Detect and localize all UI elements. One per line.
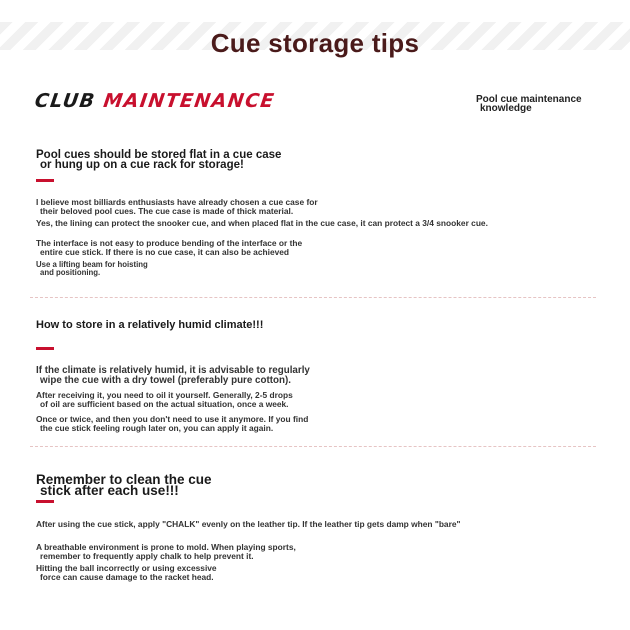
- section-paragraph: [36, 520, 606, 529]
- section-accent-bar: [36, 500, 54, 503]
- paragraph-line: After receiving it, you need to oil it yourself. Generally, 2-5 drops: [36, 390, 293, 400]
- section-title: [36, 320, 606, 331]
- paragraph-line: If the climate is relatively humid, it is advisable to regularly: [36, 365, 310, 376]
- section-paragraph: [36, 198, 606, 216]
- paragraph-line: wipe the cue with a dry towel (preferably pure cotton).: [40, 375, 291, 386]
- section-title-line: How to store in a relatively humid climate!!!: [36, 319, 264, 331]
- section-divider: [30, 297, 596, 298]
- section-humid-climate: [36, 320, 606, 433]
- section-paragraph: [36, 543, 606, 561]
- section-clean-cue: [36, 474, 606, 582]
- section-title: [36, 150, 606, 170]
- logo-word-maintenance: MAINTENANCE: [102, 90, 277, 112]
- section-title-line: or hung up on a cue rack for storage!: [40, 159, 244, 171]
- knowledge-label: [476, 95, 606, 113]
- paragraph-line: I believe most billiards enthusiasts have already chosen a cue case for: [36, 197, 318, 207]
- knowledge-line-2: knowledge: [480, 103, 532, 114]
- section-accent-bar: [36, 179, 54, 182]
- section-paragraph: [36, 415, 606, 433]
- section-title: [36, 474, 606, 496]
- paragraph-line: entire cue stick. If there is no cue case, it can also be achieved: [40, 247, 290, 257]
- section-accent-bar: [36, 347, 54, 350]
- paragraph-line: A breathable environment is prone to mold. When playing sports,: [36, 542, 296, 552]
- paragraph-line: remember to frequently apply chalk to help prevent it.: [40, 551, 254, 561]
- paragraph-line: of oil are sufficient based on the actual situation, once a week.: [40, 399, 289, 409]
- paragraph-line: their beloved pool cues. The cue case is made of thick material.: [40, 206, 294, 216]
- paragraph-line: force can cause damage to the racket head.: [40, 572, 214, 582]
- paragraph-line: and positioning.: [40, 268, 101, 277]
- section-divider: [30, 446, 596, 447]
- section-storage: [36, 150, 606, 277]
- paragraph-line: Use a lifting beam for hoisting: [36, 260, 148, 269]
- section-paragraph: [36, 239, 606, 257]
- section-paragraph: [36, 261, 606, 277]
- section-paragraph: [36, 391, 606, 409]
- knowledge-line-1: Pool cue maintenance: [476, 94, 582, 105]
- paragraph-line: After using the cue stick, apply "CHALK" evenly on the leather tip. If the leather tip gets damp when "bare": [36, 519, 461, 529]
- section-paragraph: [36, 219, 606, 228]
- paragraph-line: Once or twice, and then you don't need to use it anymore. If you find: [36, 414, 309, 424]
- paragraph-line: Yes, the lining can protect the snooker cue, and when placed flat in the cue case, it can protect a 3/4 snooker cue.: [36, 218, 488, 228]
- section-title-line: Remember to clean the cue: [36, 472, 212, 487]
- logo-word-club: CLUB: [33, 90, 98, 112]
- section-title-line: stick after each use!!!: [40, 483, 179, 498]
- club-maintenance-logo: [33, 90, 276, 112]
- section-paragraph: [36, 564, 606, 582]
- paragraph-line: the cue stick feeling rough later on, you can apply it again.: [40, 423, 274, 433]
- section-title-line: Pool cues should be stored flat in a cue case: [36, 149, 282, 161]
- section-paragraph: [36, 366, 606, 386]
- paragraph-line: The interface is not easy to produce bending of the interface or the: [36, 238, 303, 248]
- page-title: Cue storage tips: [210, 28, 420, 58]
- paragraph-line: Hitting the ball incorrectly or using excessive: [36, 563, 217, 573]
